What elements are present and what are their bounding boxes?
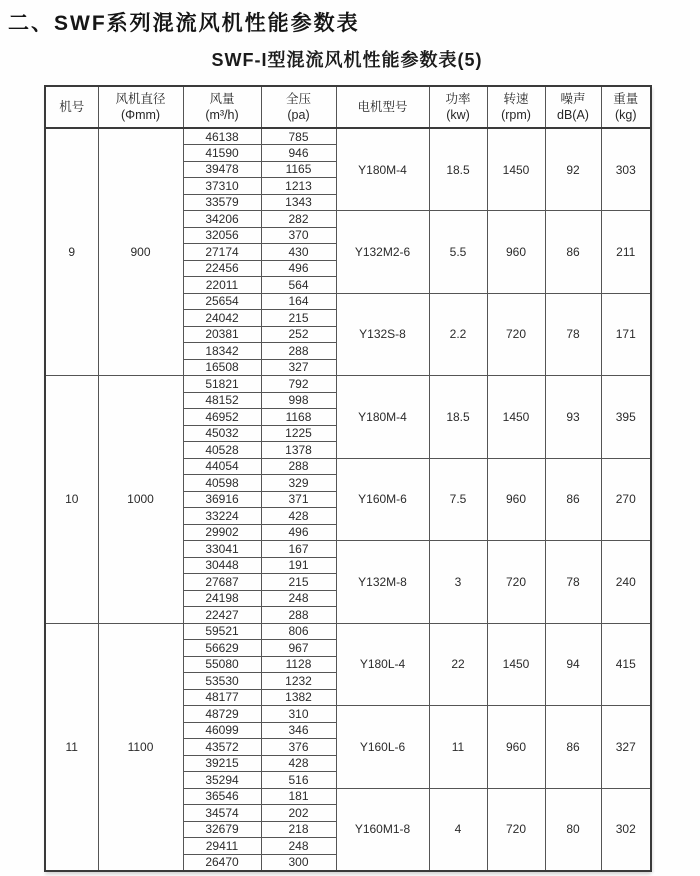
cell-pressure: 564 <box>261 277 336 294</box>
cell-pressure: 248 <box>261 838 336 855</box>
cell-pressure: 215 <box>261 574 336 591</box>
cell-pressure: 1378 <box>261 442 336 459</box>
table-row <box>45 128 651 145</box>
cell-noise: 80 <box>545 788 601 871</box>
cell-power: 11 <box>429 706 487 789</box>
cell-pressure: 370 <box>261 227 336 244</box>
cell-noise: 78 <box>545 293 601 376</box>
header-label: 功率 <box>445 91 471 106</box>
header-unit: (m³/h) <box>205 108 239 122</box>
table-body <box>45 128 651 871</box>
cell-airflow: 46138 <box>183 128 261 145</box>
cell-airflow: 16508 <box>183 359 261 376</box>
cell-airflow: 24042 <box>183 310 261 327</box>
cell-machine-no: 9 <box>45 128 98 376</box>
cell-power: 3 <box>429 541 487 624</box>
cell-airflow: 18342 <box>183 343 261 360</box>
header-unit: dB(A) <box>557 108 589 122</box>
cell-airflow: 33579 <box>183 194 261 211</box>
cell-airflow: 45032 <box>183 425 261 442</box>
header-noise <box>545 86 601 128</box>
cell-pressure: 371 <box>261 491 336 508</box>
cell-pressure: 428 <box>261 755 336 772</box>
header-unit: (rpm) <box>501 108 531 122</box>
cell-weight: 395 <box>601 376 651 459</box>
cell-airflow: 41590 <box>183 145 261 162</box>
cell-noise: 86 <box>545 706 601 789</box>
cell-pressure: 327 <box>261 359 336 376</box>
cell-pressure: 792 <box>261 376 336 393</box>
cell-airflow: 51821 <box>183 376 261 393</box>
cell-pressure: 288 <box>261 458 336 475</box>
header-unit: (pa) <box>287 108 310 122</box>
cell-pressure: 288 <box>261 343 336 360</box>
cell-airflow: 20381 <box>183 326 261 343</box>
cell-noise: 92 <box>545 128 601 211</box>
cell-pressure: 496 <box>261 260 336 277</box>
header-airflow <box>183 86 261 128</box>
cell-pressure: 1232 <box>261 673 336 690</box>
cell-airflow: 26470 <box>183 854 261 871</box>
cell-noise: 78 <box>545 541 601 624</box>
header-power <box>429 86 487 128</box>
cell-noise: 86 <box>545 458 601 541</box>
cell-airflow: 32056 <box>183 227 261 244</box>
cell-motor: Y160M-6 <box>336 458 429 541</box>
header-row <box>45 86 651 128</box>
cell-noise: 93 <box>545 376 601 459</box>
table-row <box>45 376 651 393</box>
header-weight <box>601 86 651 128</box>
cell-machine-no: 10 <box>45 376 98 624</box>
cell-airflow: 33041 <box>183 541 261 558</box>
cell-airflow: 22456 <box>183 260 261 277</box>
cell-airflow: 48729 <box>183 706 261 723</box>
cell-airflow: 55080 <box>183 656 261 673</box>
cell-speed: 960 <box>487 706 545 789</box>
cell-weight: 327 <box>601 706 651 789</box>
cell-pressure: 430 <box>261 244 336 261</box>
cell-noise: 86 <box>545 211 601 294</box>
cell-motor: Y160M1-8 <box>336 788 429 871</box>
cell-pressure: 164 <box>261 293 336 310</box>
header-label: 风机直径 <box>115 91 166 106</box>
cell-airflow: 39215 <box>183 755 261 772</box>
cell-pressure: 202 <box>261 805 336 822</box>
cell-airflow: 22427 <box>183 607 261 624</box>
cell-noise: 94 <box>545 623 601 706</box>
cell-weight: 270 <box>601 458 651 541</box>
cell-motor: Y160L-6 <box>336 706 429 789</box>
cell-pressure: 946 <box>261 145 336 162</box>
cell-pressure: 516 <box>261 772 336 789</box>
cell-airflow: 36546 <box>183 788 261 805</box>
cell-pressure: 252 <box>261 326 336 343</box>
cell-diameter: 900 <box>98 128 183 376</box>
cell-airflow: 25654 <box>183 293 261 310</box>
cell-pressure: 998 <box>261 392 336 409</box>
cell-airflow: 39478 <box>183 161 261 178</box>
cell-diameter: 1000 <box>98 376 183 624</box>
cell-pressure: 806 <box>261 623 336 640</box>
header-label: 风量 <box>209 91 235 106</box>
cell-speed: 1450 <box>487 623 545 706</box>
cell-airflow: 43572 <box>183 739 261 756</box>
cell-airflow: 27174 <box>183 244 261 261</box>
cell-airflow: 29902 <box>183 524 261 541</box>
header-speed <box>487 86 545 128</box>
cell-speed: 960 <box>487 211 545 294</box>
cell-motor: Y180L-4 <box>336 623 429 706</box>
cell-power: 18.5 <box>429 376 487 459</box>
cell-speed: 720 <box>487 293 545 376</box>
cell-pressure: 785 <box>261 128 336 145</box>
cell-motor: Y132M2-6 <box>336 211 429 294</box>
table-row <box>45 623 651 640</box>
cell-power: 5.5 <box>429 211 487 294</box>
header-pressure <box>261 86 336 128</box>
cell-airflow: 46099 <box>183 722 261 739</box>
cell-motor: Y132S-8 <box>336 293 429 376</box>
cell-airflow: 37310 <box>183 178 261 195</box>
header-motor-model <box>336 86 429 128</box>
cell-power: 2.2 <box>429 293 487 376</box>
cell-airflow: 29411 <box>183 838 261 855</box>
header-label: 全压 <box>285 91 311 106</box>
cell-airflow: 24198 <box>183 590 261 607</box>
cell-pressure: 191 <box>261 557 336 574</box>
cell-pressure: 496 <box>261 524 336 541</box>
header-unit: (kw) <box>446 108 470 122</box>
cell-power: 4 <box>429 788 487 871</box>
cell-pressure: 1168 <box>261 409 336 426</box>
cell-pressure: 1213 <box>261 178 336 195</box>
cell-weight: 303 <box>601 128 651 211</box>
cell-pressure: 310 <box>261 706 336 723</box>
cell-pressure: 967 <box>261 640 336 657</box>
cell-pressure: 376 <box>261 739 336 756</box>
cell-speed: 1450 <box>487 376 545 459</box>
cell-motor: Y132M-8 <box>336 541 429 624</box>
cell-pressure: 1225 <box>261 425 336 442</box>
cell-pressure: 346 <box>261 722 336 739</box>
cell-machine-no: 11 <box>45 623 98 871</box>
header-label: 转速 <box>503 91 529 106</box>
cell-speed: 1450 <box>487 128 545 211</box>
cell-airflow: 22011 <box>183 277 261 294</box>
cell-airflow: 56629 <box>183 640 261 657</box>
header-unit: (kg) <box>614 108 637 122</box>
cell-speed: 720 <box>487 788 545 871</box>
cell-airflow: 36916 <box>183 491 261 508</box>
cell-pressure: 1128 <box>261 656 336 673</box>
cell-airflow: 53530 <box>183 673 261 690</box>
cell-airflow: 30448 <box>183 557 261 574</box>
cell-pressure: 428 <box>261 508 336 525</box>
cell-pressure: 167 <box>261 541 336 558</box>
cell-airflow: 35294 <box>183 772 261 789</box>
header-label: 重量 <box>613 91 639 106</box>
cell-pressure: 288 <box>261 607 336 624</box>
cell-power: 7.5 <box>429 458 487 541</box>
header-label: 噪声 <box>560 91 586 106</box>
cell-weight: 171 <box>601 293 651 376</box>
cell-pressure: 329 <box>261 475 336 492</box>
cell-airflow: 59521 <box>183 623 261 640</box>
cell-pressure: 300 <box>261 854 336 871</box>
cell-power: 22 <box>429 623 487 706</box>
cell-pressure: 218 <box>261 821 336 838</box>
cell-airflow: 48152 <box>183 392 261 409</box>
table-header <box>45 86 651 128</box>
cell-airflow: 40598 <box>183 475 261 492</box>
cell-weight: 240 <box>601 541 651 624</box>
cell-airflow: 48177 <box>183 689 261 706</box>
cell-weight: 415 <box>601 623 651 706</box>
cell-airflow: 32679 <box>183 821 261 838</box>
table-subtitle: SWF-I型混流风机性能参数表(5) <box>211 50 483 70</box>
cell-power: 18.5 <box>429 128 487 211</box>
header-label: 电机型号 <box>357 99 408 114</box>
cell-pressure: 1165 <box>261 161 336 178</box>
fan-parameter-table <box>44 85 652 872</box>
header-diameter <box>98 86 183 128</box>
cell-airflow: 44054 <box>183 458 261 475</box>
cell-speed: 720 <box>487 541 545 624</box>
cell-airflow: 27687 <box>183 574 261 591</box>
header-label: 机号 <box>59 99 85 114</box>
cell-pressure: 248 <box>261 590 336 607</box>
page-title: 二、SWF系列混流风机性能参数表 <box>8 12 360 35</box>
header-unit: (Φmm) <box>120 108 161 122</box>
cell-airflow: 46952 <box>183 409 261 426</box>
table-section <box>44 46 650 872</box>
cell-motor: Y180M-4 <box>336 376 429 459</box>
cell-airflow: 33224 <box>183 508 261 525</box>
cell-pressure: 215 <box>261 310 336 327</box>
cell-diameter: 1100 <box>98 623 183 871</box>
cell-speed: 960 <box>487 458 545 541</box>
header-machine-no <box>45 86 98 128</box>
cell-pressure: 1382 <box>261 689 336 706</box>
cell-weight: 302 <box>601 788 651 871</box>
cell-weight: 211 <box>601 211 651 294</box>
cell-airflow: 34206 <box>183 211 261 228</box>
cell-pressure: 1343 <box>261 194 336 211</box>
cell-pressure: 181 <box>261 788 336 805</box>
cell-airflow: 40528 <box>183 442 261 459</box>
cell-motor: Y180M-4 <box>336 128 429 211</box>
cell-pressure: 282 <box>261 211 336 228</box>
cell-airflow: 34574 <box>183 805 261 822</box>
